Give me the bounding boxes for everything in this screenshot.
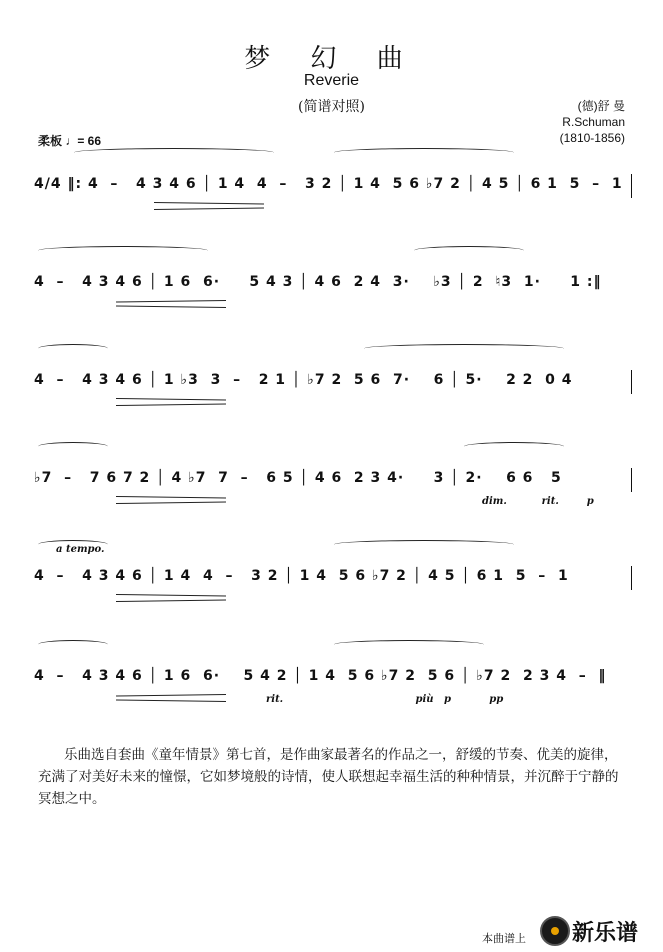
score-system-2 [34,256,632,316]
system-notes: ♭7 – 7 6 7 2 │ 4 ♭7 7 – 6 5 │ 4 6 2 3 4· 3 │ 2· 6 6 5 [34,470,562,486]
system-notes: 4 – 4 3 4 6 │ 1 6 6· 5 4 2 │ 1 4 5 6 ♭7 2 5 6 │ ♭7 2 2 3 4 – ‖ [34,668,607,684]
composer-en: R.Schuman [562,115,625,129]
composer-years: (1810-1856) [559,131,625,145]
score-system-4 [34,452,632,512]
system-notes: 4 – 4 3 4 6 │ 1 6 6· 5 4 3 │ 4 6 2 4 3· ♭3 │ 2 ♮3 1· 1 :‖ [34,274,602,290]
system-notes: 4 – 4 3 4 6 │ 1 4 4 – 3 2 │ 1 4 5 6 ♭7 2 │ 4 5 │ 6 1 5 – 1 [34,568,569,584]
score-subtitle: Reverie [303,72,360,89]
piece-description: 乐曲选自套曲《童年情景》第七首，是作曲家最著名的作品之一，舒缓的节奏、优美的旋律，充满了对美好未来的憧憬，它如梦境般的诗情，使人联想起幸福生活的种种情景，并沉醉于宁静的冥想之中。 [38,747,619,807]
system-notes: 4 – 4 3 4 6 │ 1 ♭3 3 – 2 1 │ ♭7 2 5 6 7· 6 │ 5· 2 2 0 4 [34,372,573,388]
composer-cn: (德)舒 曼 [577,99,625,113]
footer-caption: 本曲谱上 [482,932,526,945]
tempo-marking: 柔板 ♩= 66 [38,134,102,148]
system-notes: 4/4 ‖: 4 – 4 3 4 6 │ 1 4 4 – 3 2 │ 1 4 5 6 ♭7 2 │ 4 5 │ 6 1 5 – 1 [34,176,623,192]
score-system-6 [34,650,632,710]
dynamics: dim. rit. p [482,496,594,507]
score-title: 梦 幻 曲 [244,44,419,74]
score-system-3 [34,354,632,414]
score-note: (简谱对照) [298,99,365,115]
record-logo-icon [540,916,570,946]
score-system-1 [34,158,632,218]
dynamics: rit. più p pp [266,694,504,705]
brand-logo-text: 新乐谱 [572,921,639,946]
score-system-5 [34,544,632,610]
a-tempo-marking: a tempo. [56,544,105,555]
